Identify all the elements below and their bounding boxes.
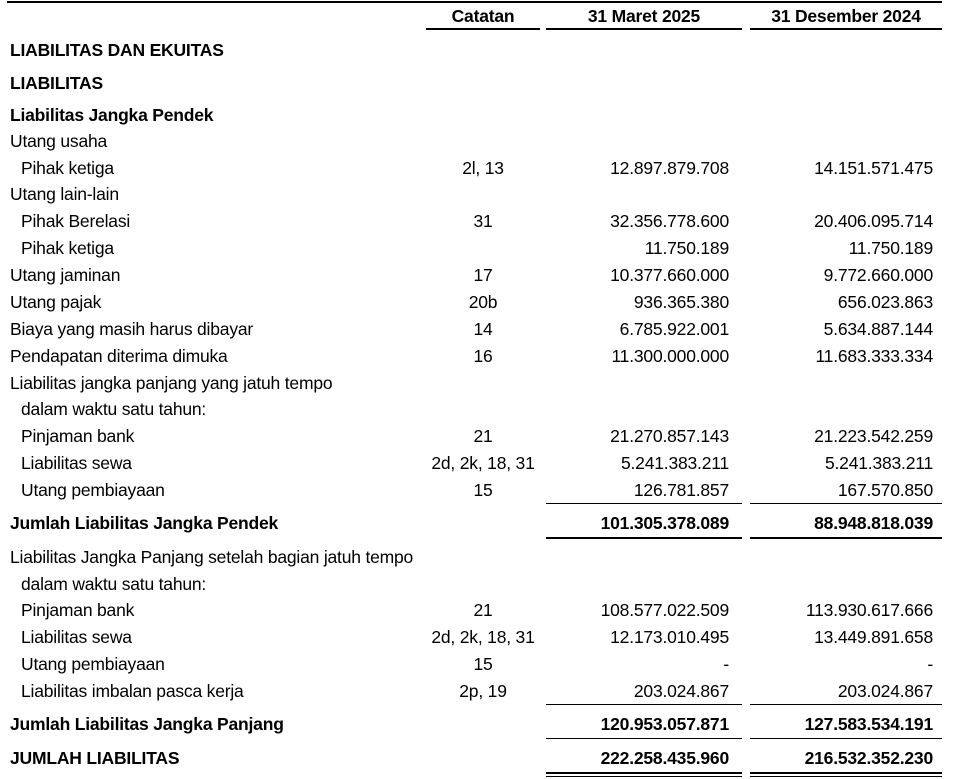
row-value-2025: 10.377.660.000: [610, 265, 729, 285]
row-value-2025: 21.270.857.143: [610, 426, 729, 446]
table-row: [0, 208, 977, 235]
row-note: 15: [473, 480, 493, 500]
row-note: 17: [473, 265, 493, 285]
table-row: [0, 316, 977, 343]
table-row: [0, 155, 977, 182]
table-row: [0, 289, 977, 316]
row-note: 14: [473, 319, 493, 339]
table-row: [0, 181, 977, 208]
header-underline-col2: [750, 28, 942, 30]
row-value-2025: 12.173.010.495: [610, 627, 729, 647]
row-note: 15: [473, 654, 493, 674]
row-value-2025: 203.024.867: [633, 681, 729, 701]
row-value-2024: 11.750.189: [848, 238, 933, 258]
row-label: Liabilitas Jangka Panjang setelah bagian jatuh tempo: [10, 547, 414, 567]
grand-total-row: [0, 745, 977, 772]
row-note: 2d, 2k, 18, 31: [431, 453, 535, 473]
row-value-2025: 101.305.378.089: [600, 513, 729, 533]
row-label: Pendapatan diterima dimuka: [10, 346, 228, 366]
table-row: [0, 423, 977, 450]
row-note: 16: [473, 346, 493, 366]
header-catatan: Catatan: [451, 6, 515, 26]
table-row: [0, 624, 977, 651]
row-value-2024: 127.583.534.191: [804, 714, 933, 734]
row-value-2025: 5.241.383.211: [620, 453, 729, 473]
row-label: Jumlah Liabilitas Jangka Panjang: [10, 714, 284, 734]
row-note: 2l, 13: [462, 158, 504, 178]
total-row-noncurrent-liabilities: [0, 711, 977, 738]
table-row: [0, 597, 977, 624]
row-note: 31: [473, 211, 493, 231]
table-row: [0, 128, 977, 155]
section-title-liabilitas-dan-ekuitas: [0, 37, 977, 64]
row-value-2024: 88.948.818.039: [814, 513, 933, 533]
section-title-liabilitas: [0, 70, 977, 97]
row-value-2024: 13.449.891.658: [814, 627, 933, 647]
section-title-liabilitas-jangka-pendek: [0, 102, 977, 129]
row-label: Liabilitas sewa: [21, 627, 132, 647]
row-label: Utang jaminan: [10, 265, 121, 285]
row-value-2025: 11.750.189: [644, 238, 729, 258]
header-underline-catatan: [426, 28, 540, 30]
row-label: Pihak ketiga: [21, 238, 114, 258]
row-label: Utang lain-lain: [10, 184, 119, 204]
table-row: [0, 396, 977, 423]
subtotal-rule-col2: [750, 503, 942, 504]
subtotal-rule-col1: [546, 503, 742, 504]
row-label: Pihak ketiga: [21, 158, 114, 178]
row-value-2024: 113.930.617.666: [805, 600, 933, 620]
row-label: dalam waktu satu tahun:: [21, 574, 207, 594]
header-col-31-desember-2024: 31 Desember 2024: [771, 6, 921, 26]
total-rule-col1: [546, 537, 742, 539]
row-label: Biaya yang masih harus dibayar: [10, 319, 254, 339]
header-col-31-maret-2025: 31 Maret 2025: [587, 6, 701, 26]
row-label: Utang pembiayaan: [21, 480, 165, 500]
row-label: JUMLAH LIABILITAS: [10, 748, 180, 768]
table-row: [0, 651, 977, 678]
title-text: LIABILITAS: [10, 73, 103, 93]
row-value-2024: 5.634.887.144: [823, 319, 933, 339]
table-row: [0, 678, 977, 705]
table-row: [0, 370, 977, 397]
subtotal-rule-col2: [750, 704, 942, 705]
row-value-2024: 216.532.352.230: [804, 748, 933, 768]
total-rule-col2: [750, 738, 942, 739]
row-note: 20b: [468, 292, 498, 312]
table-row: [0, 343, 977, 370]
row-value-2024: 656.023.863: [837, 292, 933, 312]
row-value-2024: 21.223.542.259: [814, 426, 933, 446]
row-label: Pihak Berelasi: [21, 211, 131, 231]
table-row: [0, 544, 977, 571]
row-note: 21: [473, 600, 493, 620]
row-label: Utang usaha: [10, 131, 108, 151]
subtotal-rule-col1: [546, 704, 742, 705]
header-underline-col1: [546, 28, 742, 30]
total-row-current-liabilities: [0, 510, 977, 537]
row-note: 2d, 2k, 18, 31: [431, 627, 535, 647]
row-value-2024: -: [927, 654, 933, 674]
row-value-2024: 167.570.850: [837, 480, 933, 500]
row-value-2024: 5.241.383.211: [824, 453, 933, 473]
table-row: [0, 235, 977, 262]
table-row: [0, 571, 977, 598]
total-rule-col2: [750, 537, 942, 539]
row-value-2024: 9.772.660.000: [823, 265, 933, 285]
row-value-2024: 11.683.333.334: [815, 346, 933, 366]
grand-total-double-rule-col1: [546, 776, 742, 777]
row-value-2025: -: [723, 654, 729, 674]
grand-total-double-rule-col2: [750, 776, 942, 777]
row-value-2025: 6.785.922.001: [619, 319, 729, 339]
row-note: 2p, 19: [459, 681, 507, 701]
table-row: [0, 477, 977, 504]
title-text: Liabilitas Jangka Pendek: [10, 105, 214, 125]
row-value-2025: 222.258.435.960: [600, 748, 729, 768]
row-label: Liabilitas jangka panjang yang jatuh tempo: [10, 373, 333, 393]
row-value-2025: 120.953.057.871: [600, 714, 729, 734]
row-label: Liabilitas sewa: [21, 453, 132, 473]
table-row: [0, 262, 977, 289]
row-value-2024: 20.406.095.714: [814, 211, 933, 231]
table-row: [0, 450, 977, 477]
row-value-2025: 936.365.380: [633, 292, 729, 312]
row-value-2024: 203.024.867: [837, 681, 933, 701]
title-text: LIABILITAS DAN EKUITAS: [10, 40, 224, 60]
row-note: 21: [473, 426, 493, 446]
row-label: Liabilitas imbalan pasca kerja: [21, 681, 244, 701]
row-label: Utang pembiayaan: [21, 654, 165, 674]
row-label: Jumlah Liabilitas Jangka Pendek: [10, 513, 279, 533]
row-label: Utang pajak: [10, 292, 102, 312]
row-value-2025: 32.356.778.600: [610, 211, 729, 231]
row-label: Pinjaman bank: [21, 600, 135, 620]
row-label: Pinjaman bank: [21, 426, 135, 446]
row-label: dalam waktu satu tahun:: [21, 399, 207, 419]
row-value-2025: 12.897.879.708: [610, 158, 729, 178]
grand-total-rule-col2: [750, 772, 942, 774]
top-rule: [7, 1, 942, 3]
row-value-2024: 14.151.571.475: [814, 158, 933, 178]
row-value-2025: 11.300.000.000: [611, 346, 729, 366]
row-value-2025: 126.781.857: [633, 480, 729, 500]
grand-total-rule-col1: [546, 772, 742, 774]
row-value-2025: 108.577.022.509: [600, 600, 729, 620]
total-rule-col1: [546, 738, 742, 739]
